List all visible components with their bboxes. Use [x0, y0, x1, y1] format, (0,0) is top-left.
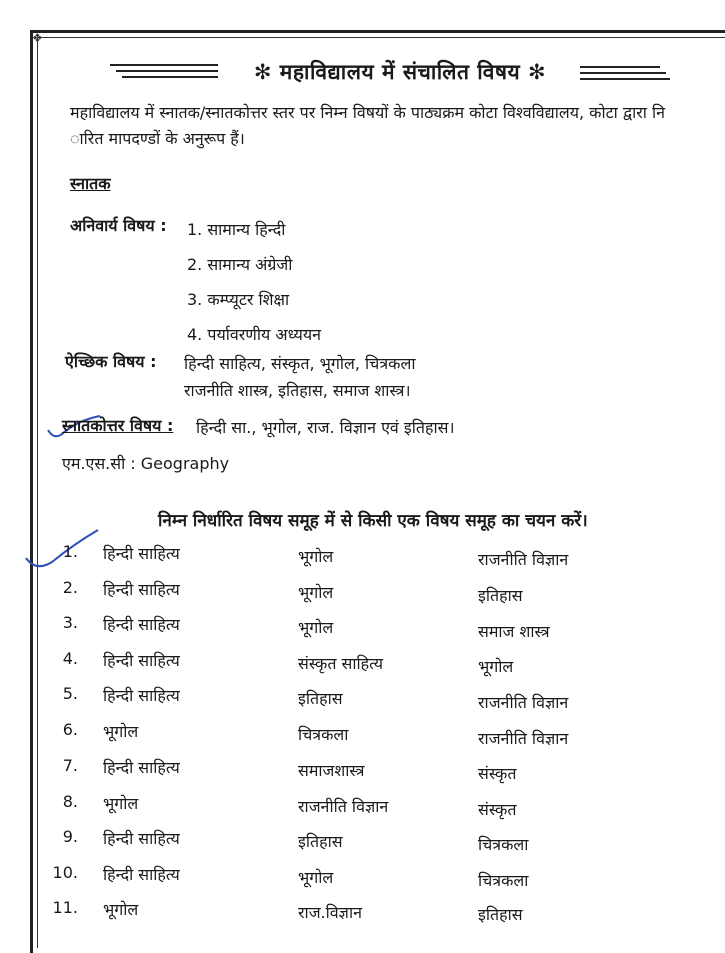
row-number: 5.	[62, 684, 78, 703]
intro-line-1: महाविद्यालय में स्नातक/स्नातकोत्तर स्तर पर निम्न विषयों के पाठ्यक्रम कोटा विश्वविद्यालय, कोटा द्वारा नि	[70, 103, 666, 122]
title-rule-left	[122, 76, 218, 78]
title-rule-right	[580, 78, 670, 80]
subject-cell: राजनीति विज्ञान	[478, 550, 569, 569]
row-number: 9.	[62, 827, 78, 846]
row-number: 7.	[62, 756, 78, 775]
asterisk-icon: ✻	[520, 60, 547, 84]
subject-cell: चित्रकला	[298, 725, 349, 744]
subject-cell: इतिहास	[478, 905, 523, 924]
subject-cell: इतिहास	[298, 689, 343, 708]
row-number: 8.	[62, 792, 78, 811]
row-number: 6.	[62, 720, 78, 739]
compulsory-item: 3. कम्प्यूटर शिक्षा	[187, 290, 290, 309]
compulsory-item: 4. पर्यावरणीय अध्ययन	[187, 325, 322, 344]
subject-cell: इतिहास	[478, 586, 523, 605]
subject-cell: हिन्दी साहित्य	[103, 865, 180, 884]
subject-cell: राजनीति विज्ञान	[478, 693, 569, 712]
subject-cell: हिन्दी साहित्य	[103, 544, 180, 563]
row-number: 10.	[52, 863, 78, 882]
row-number: 4.	[62, 649, 78, 668]
subject-cell: संस्कृत साहित्य	[298, 654, 384, 673]
groups-heading: निम्न निर्धारित विषय समूह में से किसी एक विषय समूह का चयन करें।	[158, 511, 588, 531]
subject-cell: भूगोल	[298, 868, 334, 887]
subject-cell: भूगोल	[103, 794, 139, 813]
subject-cell: भूगोल	[103, 900, 139, 919]
subject-cell: राजनीति विज्ञान	[298, 797, 389, 816]
row-number: 3.	[62, 613, 78, 632]
subject-cell: हिन्दी साहित्य	[103, 615, 180, 634]
subject-cell: समाजशास्त्र	[298, 761, 365, 780]
compulsory-item: 2. सामान्य अंग्रेजी	[187, 255, 293, 274]
asterisk-icon: ✻	[253, 60, 280, 84]
title-rule-right	[580, 66, 660, 68]
optional-subjects-line-2: राजनीति शास्त्र, इतिहास, समाज शास्त्र।	[184, 381, 411, 400]
subject-cell: संस्कृत	[478, 800, 517, 819]
title-rule-right	[580, 72, 666, 74]
subject-cell: चित्रकला	[478, 835, 529, 854]
optional-label: ऐच्छिक विषय :	[65, 352, 157, 371]
subject-cell: समाज शास्त्र	[478, 622, 550, 641]
subject-cell: भूगोल	[298, 583, 334, 602]
subject-cell: भूगोल	[478, 657, 514, 676]
subject-cell: भूगोल	[298, 618, 334, 637]
row-number: 1.	[62, 542, 78, 561]
subject-cell: राजनीति विज्ञान	[478, 729, 569, 748]
row-number: 2.	[62, 578, 78, 597]
intro-paragraph	[70, 100, 725, 152]
intro-line-2: ारित मापदण्डों के अनुरूप हैं।	[70, 129, 245, 148]
optional-subjects-line-1: हिन्दी साहित्य, संस्कृत, भूगोल, चित्रकला	[184, 354, 416, 373]
page-title-text: महाविद्यालय में संचालित विषय	[279, 60, 521, 84]
title-row	[110, 58, 670, 92]
compulsory-label: अनिवार्य विषय :	[70, 216, 167, 235]
title-rule-left	[116, 70, 218, 72]
pg-subjects: हिन्दी सा., भूगोल, राज. विज्ञान एवं इतिहास।	[196, 418, 455, 437]
ug-heading: स्नातक	[70, 174, 111, 193]
subject-cell: संस्कृत	[478, 764, 517, 783]
subject-cell: हिन्दी साहित्य	[103, 686, 180, 705]
subject-cell: भूगोल	[103, 722, 139, 741]
page-title	[230, 58, 570, 86]
subject-cell: भूगोल	[298, 547, 334, 566]
msc-line: एम.एस.सी : Geography	[62, 454, 230, 473]
corner-ornament-icon: ❖	[32, 31, 43, 45]
row-number: 11.	[52, 898, 78, 917]
subject-cell: चित्रकला	[478, 871, 529, 890]
subject-cell: इतिहास	[298, 832, 343, 851]
subject-cell: हिन्दी साहित्य	[103, 580, 180, 599]
pg-label: स्नातकोत्तर विषय :	[62, 416, 174, 435]
subject-cell: हिन्दी साहित्य	[103, 758, 180, 777]
title-rule-left	[110, 64, 218, 66]
subject-cell: हिन्दी साहित्य	[103, 651, 180, 670]
subject-cell: हिन्दी साहित्य	[103, 829, 180, 848]
compulsory-item: 1. सामान्य हिन्दी	[187, 220, 286, 239]
subject-cell: राज.विज्ञान	[298, 903, 362, 922]
